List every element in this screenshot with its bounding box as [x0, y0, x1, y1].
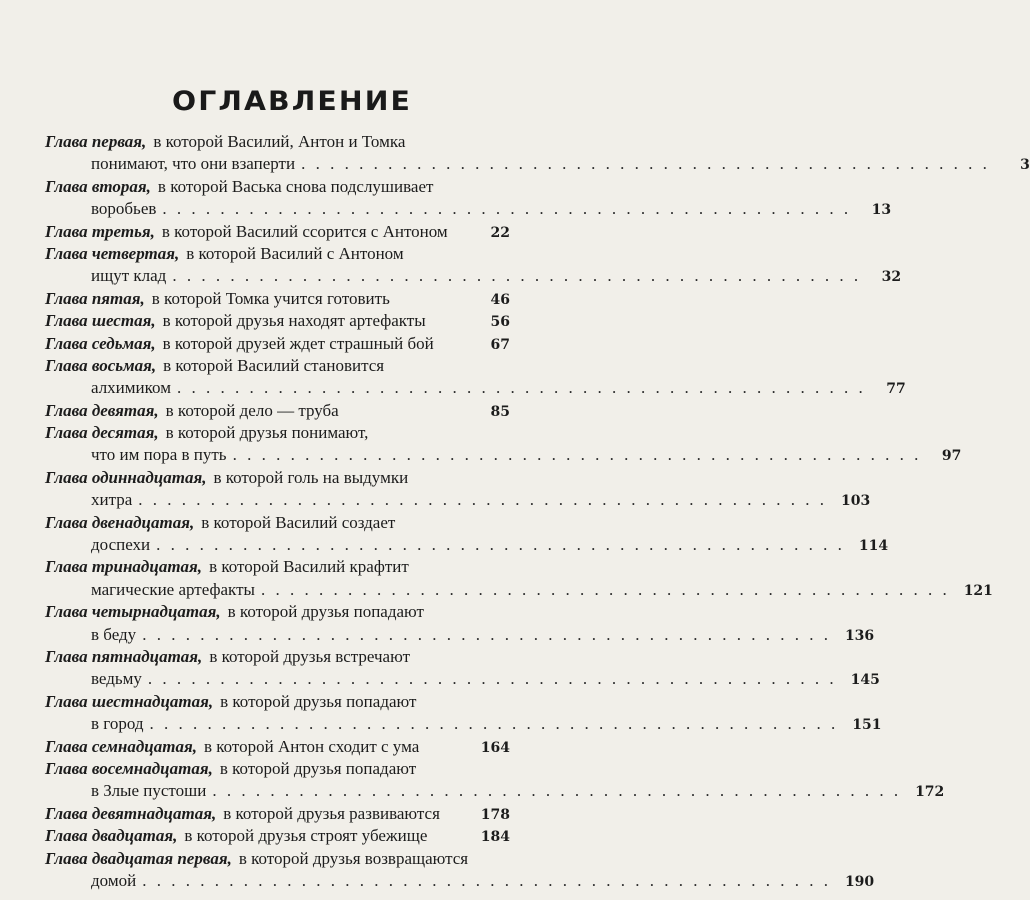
dot-leader: . . . . . . . . . . . . . . . . . . . . . . . . . . . . . . . . . . . . . . . . . . . . . . . . — [212, 781, 902, 801]
chapter-label: Глава одиннадцатая, — [45, 467, 207, 487]
page-number: 56 — [490, 314, 510, 331]
chapter-description: в беду — [91, 624, 137, 644]
chapter-label: Глава седьмая, — [45, 333, 156, 353]
page-number: 67 — [490, 336, 510, 353]
dot-leader: . . . . . . . . . . . . . . . . . . . . . . . . . . . . . . . . . . . . . . . . . . . . . . . . — [260, 579, 950, 599]
chapter-description: в которой друзья понимают, — [165, 423, 369, 443]
dot-leader: . . . . . . . . . . . . . . . . . . . . . . . . . . . . . . . . . . . . . . . . . . . . . . . . — [162, 199, 852, 219]
toc-entry — [45, 646, 880, 691]
toc-entry-line — [45, 310, 510, 332]
toc-entry-line — [45, 444, 962, 466]
chapter-label: Глава семнадцатая, — [45, 736, 197, 756]
chapter-label: Глава шестая, — [45, 311, 156, 331]
dot-leader: . . . . . . . . . . . . . . . . . . . . . . . . . . . . . . . . . . . . . . . . . . . . . . . . — [156, 535, 845, 555]
chapter-description: хитра — [91, 490, 133, 510]
page-number: 103 — [841, 493, 871, 510]
chapter-label: Глава четвертая, — [45, 243, 180, 263]
chapter-description: в которой друзья встречают — [209, 646, 411, 666]
toc-entry-line — [45, 355, 510, 377]
page-number: 22 — [490, 224, 510, 241]
chapter-description: в которой Василий с Антоном — [186, 243, 404, 263]
chapter-description: в Злые пустоши — [91, 781, 207, 801]
page-number: 85 — [490, 403, 510, 420]
chapter-description: в которой Василий крафтит — [209, 557, 409, 577]
toc-entry — [45, 131, 1030, 176]
toc-entry-line — [45, 601, 510, 623]
dot-leader: . . . . . . . . . . . . . . . . . . . . . . . . . . . . . . . . . . . . . . . . . . . . . . . . — [232, 445, 922, 465]
chapter-label: Глава третья, — [45, 221, 155, 241]
toc-entry-line — [45, 668, 880, 690]
toc-entry — [45, 758, 945, 803]
chapter-description: магические артефакты — [91, 579, 255, 599]
toc-entry — [45, 848, 875, 893]
page-number: 13 — [871, 202, 892, 219]
toc-entry — [45, 803, 510, 825]
chapter-description: в которой Василий, Антон и Томка — [153, 132, 406, 151]
chapter-description: ведьму — [91, 669, 142, 689]
toc-entry-line — [45, 870, 875, 892]
chapter-description: в которой друзей ждет страшный бой — [162, 333, 434, 353]
page-number: 145 — [850, 672, 880, 689]
toc-entry-line — [45, 736, 510, 758]
toc-entry-line — [45, 422, 510, 444]
toc-entry — [45, 736, 510, 758]
dot-leader: . . . . . . . . . . . . . . . . . . . . . . . . . . . . . . . . . . . . . . . . . . . . . . . . — [172, 266, 862, 286]
toc-entry-line — [45, 825, 510, 847]
page-number: 114 — [858, 538, 889, 555]
chapter-description: домой — [91, 870, 137, 890]
chapter-label: Глава тринадцатая, — [45, 557, 203, 577]
chapter-label: Глава восемнадцатая, — [45, 758, 213, 778]
chapter-label: Глава первая, — [45, 132, 147, 151]
page-number: 164 — [480, 739, 510, 756]
toc-entry-line — [45, 153, 1030, 175]
toc-entry — [45, 221, 510, 243]
toc-entry — [45, 288, 510, 310]
chapter-description: что им пора в путь — [91, 445, 227, 465]
toc-entry — [45, 825, 510, 847]
toc-entry-line — [45, 400, 510, 422]
toc-entry-line — [45, 803, 510, 825]
chapter-description: в которой друзья развиваются — [223, 803, 440, 823]
chapter-description: в которой Томка учится готовить — [151, 288, 390, 308]
chapter-description: в которой друзья попадают — [220, 691, 417, 711]
toc-entry-line — [45, 333, 510, 355]
chapter-label: Глава шестнадцатая, — [45, 691, 214, 711]
toc-entry-line — [45, 512, 510, 534]
dot-leader: . . . . . . . . . . . . . . . . . . . . . . . . . . . . . . . . . . . . . . . . . . . . . . . . — [142, 624, 831, 644]
dot-leader: . . . . . . . . . . . . . . . . . . . . . . . . . . . . . . . . . . . . . . . . . . . . . . . . — [149, 714, 839, 734]
toc-entry-line — [45, 780, 945, 802]
toc-entry-line — [45, 713, 882, 735]
chapter-description: в которой друзья строят убежище — [184, 826, 428, 846]
table-of-contents — [45, 131, 1030, 892]
chapter-label: Глава четырнадцатая, — [45, 602, 221, 622]
page-number: 32 — [881, 269, 902, 286]
toc-entry — [45, 422, 962, 467]
chapter-description: ищут клад — [91, 266, 167, 286]
chapter-label: Глава десятая, — [45, 423, 159, 443]
chapter-label: Глава девятая, — [45, 400, 159, 420]
toc-entry — [45, 243, 902, 288]
page-number: 151 — [852, 717, 882, 734]
chapter-description: понимают, что они взаперти — [91, 154, 296, 174]
page-number: 190 — [844, 873, 875, 890]
page-number: 136 — [844, 627, 875, 644]
toc-entry-line — [45, 221, 510, 243]
chapter-description: алхимиком — [91, 378, 171, 398]
toc-entry-line — [45, 176, 510, 198]
chapter-description: в которой Антон сходит с ума — [203, 736, 420, 756]
toc-entry-line — [45, 624, 875, 646]
chapter-description: в город — [91, 714, 144, 734]
page-number: 121 — [963, 582, 993, 599]
chapter-description: в которой Василий становится — [163, 355, 385, 375]
chapter-description: в которой друзья находят артефакты — [162, 311, 426, 331]
chapter-description: в которой друзья попадают — [219, 758, 417, 778]
toc-entry — [45, 512, 889, 557]
toc-entry — [45, 310, 510, 332]
toc-entry-line — [45, 377, 906, 399]
chapter-description: в которой друзья возвращаются — [238, 848, 469, 868]
chapter-label: Глава пятнадцатая, — [45, 646, 203, 666]
chapter-label: Глава пятая, — [45, 288, 145, 308]
toc-entry-line — [45, 848, 510, 870]
dot-leader: . . . . . . . . . . . . . . . . . . . . . . . . . . . . . . . . . . . . . . . . . . . . . . . . — [147, 669, 837, 689]
chapter-description: в которой голь на выдумки — [213, 467, 409, 487]
chapter-label: Глава девятнадцатая, — [45, 803, 217, 823]
toc-entry-line — [45, 489, 871, 511]
chapter-label: Глава двенадцатая, — [45, 512, 195, 532]
toc-entry-line — [45, 534, 889, 556]
toc-entry-line — [45, 691, 510, 713]
toc-entry-line — [45, 288, 510, 310]
toc-entry-line — [45, 131, 510, 153]
toc-entry — [45, 467, 871, 512]
chapter-label: Глава двадцатая, — [45, 826, 178, 846]
chapter-description: воробьев — [91, 199, 157, 219]
dot-leader: . . . . . . . . . . . . . . . . . . . . . . . . . . . . . . . . . . . . . . . . . . . . . . . . — [142, 870, 831, 890]
toc-entry — [45, 333, 510, 355]
toc-entry-line — [45, 243, 510, 265]
page-number: 46 — [490, 291, 510, 308]
toc-entry — [45, 400, 510, 422]
toc-entry-line — [45, 198, 892, 220]
page-number: 3 — [1020, 157, 1030, 174]
page-number: 77 — [886, 381, 906, 398]
page-number: 184 — [480, 829, 510, 846]
toc-entry — [45, 601, 875, 646]
toc-entry — [45, 556, 993, 601]
page-title: ОГЛАВЛЕНИЕ — [171, 86, 412, 117]
chapter-label: Глава двадцатая первая, — [45, 848, 232, 868]
toc-entry-line — [45, 265, 902, 287]
page-number: 172 — [915, 784, 945, 801]
dot-leader: . . . . . . . . . . . . . . . . . . . . . . . . . . . . . . . . . . . . . . . . . . . . . . . . — [138, 490, 828, 510]
dot-leader: . . . . . . . . . . . . . . . . . . . . . . . . . . . . . . . . . . . . . . . . . . . . . . . . — [301, 154, 990, 174]
toc-entry — [45, 176, 892, 221]
chapter-label: Глава восьмая, — [45, 355, 157, 375]
chapter-description: в которой дело — труба — [165, 400, 339, 420]
chapter-description: в которой Васька снова подслушивает — [157, 176, 434, 196]
toc-entry-line — [45, 646, 510, 668]
chapter-description: в которой Василий ссорится с Антоном — [161, 221, 448, 241]
page-number: 178 — [480, 806, 510, 823]
toc-entry — [45, 355, 906, 400]
toc-entry — [45, 691, 882, 736]
chapter-description: в которой друзья попадают — [227, 602, 424, 622]
toc-entry-line — [45, 556, 510, 578]
chapter-label: Глава вторая, — [45, 176, 151, 196]
dot-leader: . . . . . . . . . . . . . . . . . . . . . . . . . . . . . . . . . . . . . . . . . . . . . . . . — [176, 378, 866, 398]
chapter-description: доспехи — [91, 535, 151, 555]
chapter-description: в которой Василий создает — [201, 512, 396, 532]
toc-entry-line — [45, 579, 993, 601]
toc-entry-line — [45, 467, 510, 489]
page-number: 97 — [941, 448, 962, 465]
toc-entry-line — [45, 758, 510, 780]
